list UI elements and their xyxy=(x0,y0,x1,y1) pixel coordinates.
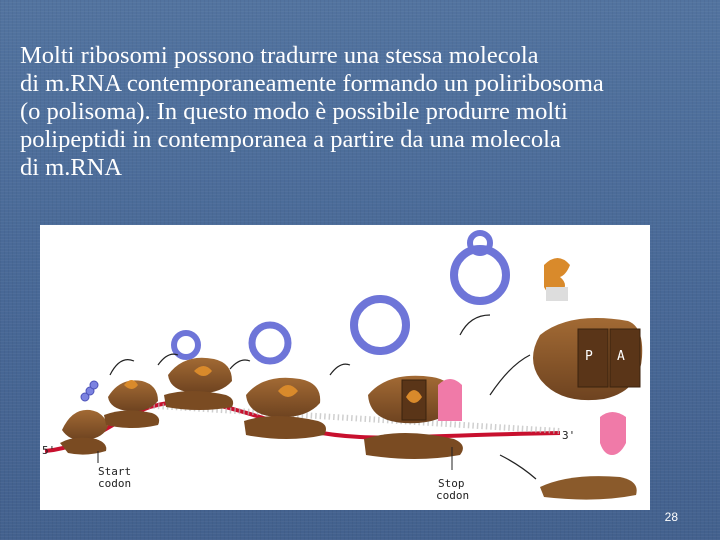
ribosome-1 xyxy=(60,410,108,455)
stop-codon-label-line2: codon xyxy=(436,489,470,502)
site-a-label: A xyxy=(617,349,625,364)
polysome-diagram xyxy=(40,225,650,510)
start-codon-label-line1: Start xyxy=(98,465,132,478)
slide-body-text: Molti ribosomi possono tradurre una stessa molecola di m.RNA contemporaneamente formando un poliribosoma (o polisoma). In questo modo è possibile produrre molti polipeptidi in contemporanea a partire da una molecola di m.RNA xyxy=(20,42,604,181)
ribosome-4 xyxy=(244,378,326,439)
dissociated-subunits xyxy=(540,476,637,499)
polysome-figure xyxy=(40,225,650,510)
released-trna xyxy=(544,258,570,301)
release-factor xyxy=(600,412,626,455)
ribosome-3 xyxy=(164,358,233,410)
page-number: 28 xyxy=(664,510,678,524)
label-5-prime: 5' xyxy=(42,444,56,457)
site-p-label: P xyxy=(585,349,593,364)
ribosome-2 xyxy=(104,380,159,428)
ribosome-inset xyxy=(533,318,642,400)
start-codon-label-line2: codon xyxy=(98,477,132,490)
polypeptide-chains xyxy=(81,233,506,401)
stop-codon-label-line1: Stop xyxy=(438,477,465,490)
label-3-prime: 3' xyxy=(562,429,576,442)
